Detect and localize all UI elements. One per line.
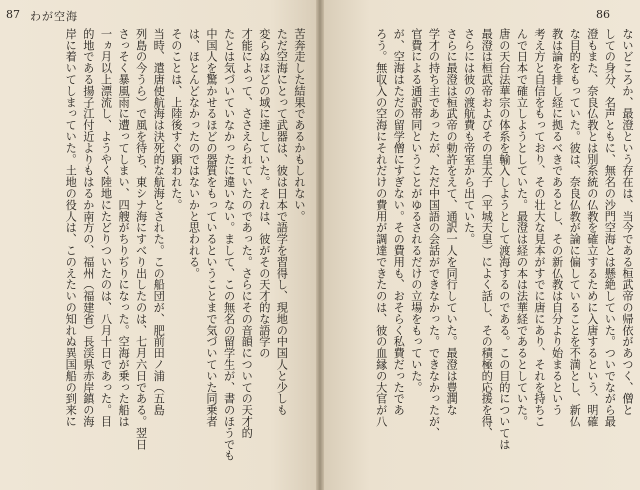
left-page-number: 87 — [6, 8, 20, 21]
text-column: は、ほとんどなかったのではないかと思われる。 — [187, 28, 201, 279]
running-title: わが空海 — [30, 10, 78, 23]
text-column: 考え方と自信をもっており、その壮大な見本がすでに唐にあり、それを持ちこ — [533, 28, 547, 427]
text-column: しての身分、名声ともに、無名の沙門空海とは懸絶していた。ついでながら最 — [603, 28, 617, 427]
text-column: さっそく暴風雨に遭ってしまい、四艘がちりぢりになった。空海が乗った船は — [117, 28, 131, 427]
right-page-number: 86 — [596, 8, 610, 21]
text-column: 才能によって、ささえられていたのであった。さらにその音韻についての天才的 — [240, 28, 254, 439]
text-column: 苦奔走した結果であるかもしれない。 — [293, 28, 306, 222]
text-column: ただ空海にとって武器は、彼は日本で語学を習得し、現地の中国人と少しも — [275, 28, 289, 416]
left-page-text — [8, 28, 308, 473]
text-column: 学才の持ち主であったが、ただ中国語の会話ができなかった。できなかったが、 — [427, 28, 441, 439]
text-column: ないどころか、最澄という存在は、当今である桓武帝の帰依があつく、僧と — [621, 28, 634, 416]
text-column: 澄もまた、奈良仏教とは別系統の仏教を確立するために入唐するという、明確 — [585, 28, 599, 427]
text-column: 最澄は桓武帝およびその皇太子（平城天皇）によく話し、その積極的応援を得、 — [480, 28, 494, 439]
text-column: 岸に着いてしまっていた。土地の役人は、このえたいの知れぬ異国船の到来に — [64, 28, 78, 427]
text-column: が、空海はただの留学僧にすぎない。その費用も、おそらく私費だったであ — [392, 28, 406, 416]
text-column: さらには彼の渡航費も帝室から出ていた。 — [462, 28, 476, 245]
text-column: 一ヵ月以上漂流し、ようやく陸地にたどりついたのは、八月十日であった。目 — [99, 28, 113, 427]
text-column: 教は論を排し経に拠るべきであるとし、その新仏教は自分より始まるという — [550, 28, 564, 416]
right-page-text — [320, 28, 636, 473]
text-column: さらに最澄は桓武帝の勅許をえて、通訳一人を同行していた。最澄は豊潤な — [445, 28, 459, 416]
text-column: たとは気づいていなかったに違いない。まして、この無名の留学生が、書のほうでも — [222, 28, 236, 462]
text-column: 的地である揚子江付近よりもはるか南方の、福州（福建省）長渓県赤岸鎮の海 — [81, 28, 95, 427]
text-column: な目的をもっていた。彼は、奈良仏教が論に偏していることを不満とし、新仏 — [568, 28, 582, 427]
text-column: 唐の天台法華宗の体系を輸入しようとして渡海するのである。この目的については — [497, 28, 511, 450]
text-column: そのことは、上陸後すぐ顕われた。 — [169, 28, 183, 211]
text-column: 官費による通訳帯同ということがゆるされるだけの立場をもっていた。 — [409, 28, 423, 393]
text-column: 変らぬほどの域に達していた。それは、彼がその天才的な語学の — [257, 28, 271, 359]
text-column: 当時、遣唐使航海は決死的な航海とされた。この船団が、肥前田ノ浦（五島 — [152, 28, 166, 416]
text-column: ろう。無収入の空海にそれだけの費用が調達できたのは、彼の血縁の大官が八 — [374, 28, 388, 427]
text-column: 列島の今うら）で風を待ち、東シナ海にすべり出したのは、七月六日である。翌日 — [134, 28, 148, 450]
text-column: んで日本で確立しようとしていた。最澄は経の本は法華経であるとしていた。 — [515, 28, 529, 427]
text-column: 中国人を驚かせるほどの器質をもっているということまで気づいていた同乗者 — [205, 28, 219, 427]
